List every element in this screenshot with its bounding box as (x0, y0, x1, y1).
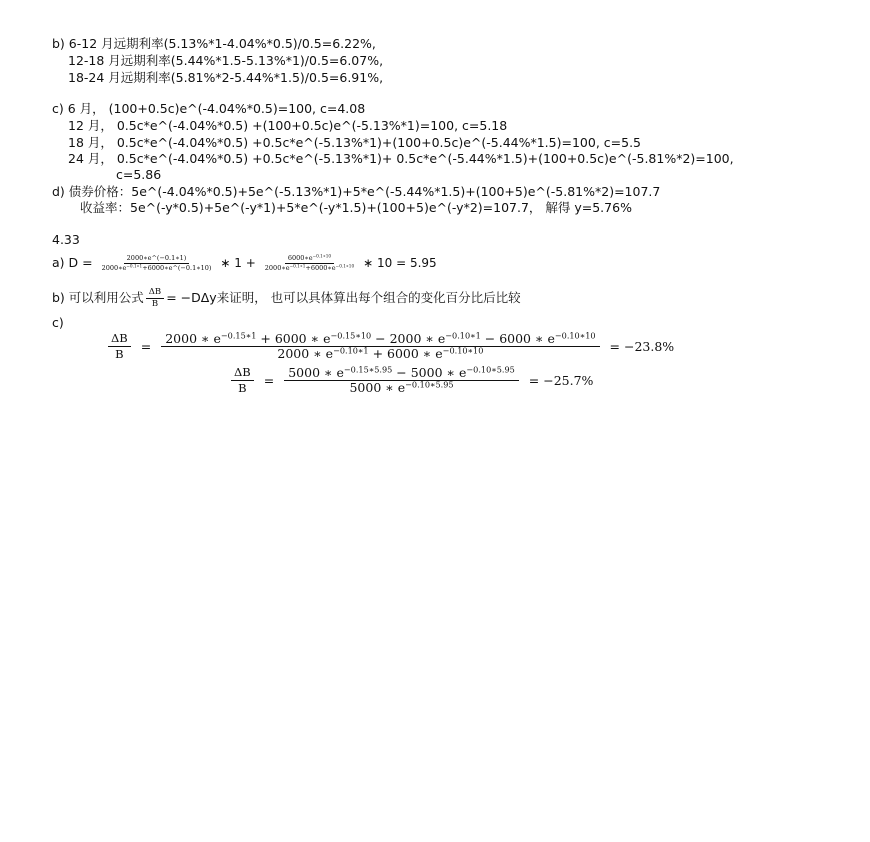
b-forward-rate-12-18: 12-18 月远期利率(5.44%*1.5-5.13%*1)/0.5=6.07%, (68, 53, 384, 68)
eq1-main-fraction: 2000 ∗ $e^{-0.15∗1} + 6000$ ∗ $e^{-0.15∗10} - 2000$ ∗ $e^{-0.10∗1} - 6000$ ∗ $e^{-0.10∗10}$ 2000 ∗ $e^{-0.10∗1} + 6000$ ∗ $e^{-0.10∗10}$ (161, 332, 599, 361)
part-c-equation-2: $\frac{\Delta B}{B}$ = $\frac{5000 ∗ e^{-0.15∗5.95} - 5000 ∗ e^{-0.10∗5.95}}{5000 ∗ e^{-0.10∗5.95}}$ = −25.7% (229, 362, 597, 399)
duration-result: ∗ 10 = 5.95 (363, 256, 437, 270)
c-coupon-12m: 12 月， 0.5c*e^(-4.04%*0.5) +(100+0.5c)e^(-5.13%*1)=100, c=5.18 (68, 118, 508, 133)
eq1-result: = −23.8% (609, 338, 675, 354)
c-coupon-18m: 18 月， 0.5c*e^(-4.04%*0.5) +0.5c*e^(-5.13%*1)+(100+0.5c)e^(-5.44%*1.5)=100, c=5.5 (68, 135, 641, 150)
duration-fraction-2: $\frac{6000∗e^{-0.1∗10}}{2000∗e^{-0.1∗1}+6000∗e^{-0.1∗10}}$ (264, 253, 355, 272)
part-b-statement (52, 286, 521, 310)
duration-fraction-1: $\frac{2000∗e\^{}(-0.1∗1)}{2000∗e^{-0.1∗1}+6000∗e\^{}(-0.1∗10)}$ (101, 253, 212, 272)
eq2-main-fraction: $\frac{5000 ∗ e^{-0.15∗5.95} - 5000 ∗ e^{-0.10∗5.95}}{5000 ∗ e^{-0.10∗5.95}}$ (284, 366, 519, 395)
part-c-label: c) (52, 315, 64, 330)
section-heading-4-33: 4.33 (52, 232, 80, 247)
eq2-lhs-fraction: $\frac{\Delta B}{B}$ (231, 366, 254, 394)
c-coupon-24m: 24 月， 0.5c*e^(-4.04%*0.5) +0.5c*e^(-5.13%*1)+ 0.5c*e^(-5.44%*1.5)+(100+0.5c)e^(-5.81%*2)=100, (68, 151, 734, 166)
duration-label: a) D = (52, 255, 93, 270)
part-c-equation-1: $\frac{\Delta B}{B}$ = 2000 ∗ $e^{-0.15∗1} + 6000$ ∗ $e^{-0.15∗10} - 2000$ ∗ $e^{-0.10∗1} - 6000$ ∗ $e^{-0.10∗10}$ 2000 ∗ $e^{-0.10∗1} + 6000$ ∗ $e^{-0.10∗10}$ = −23.8% (106, 328, 678, 365)
c-coupon-24m-result: c=5.86 (116, 167, 162, 182)
part-b-suffix: 来证明， 也可以具体算出每个组合的变化百分比后比较 (216, 290, 521, 305)
b-forward-rate-18-24: 18-24 月远期利率(5.81%*2-5.44%*1.5)/0.5=6.91%, (68, 70, 384, 85)
b-forward-rate-6-12: b) 6-12 月远期利率(5.13%*1-4.04%*0.5)/0.5=6.22%, (52, 36, 376, 51)
duration-mult-1: ∗ 1 + (220, 256, 256, 270)
part-b-delta-fraction: $\frac{\Delta B}{B}$ (146, 288, 164, 310)
eq2-result: = −25.7% (528, 372, 594, 388)
c-coupon-6m: c) 6 月， (100+0.5c)e^(-4.04%*0.5)=100, c=4.08 (52, 101, 366, 116)
d-bond-price: d) 债券价格：5e^(-4.04%*0.5)+5e^(-5.13%*1)+5*e^(-5.44%*1.5)+(100+5)e^(-5.81%*2)=107.7 (52, 184, 661, 199)
duration-formula (52, 252, 437, 274)
part-b-prefix: b) 可以利用公式 (52, 290, 144, 305)
eq1-lhs-fraction: $\frac{\Delta B}{B}$ (108, 332, 131, 360)
part-b-formula-rhs: = −DΔy (166, 290, 217, 305)
d-yield: 收益率：5e^(-y*0.5)+5e^(-y*1)+5*e^(-y*1.5)+(100+5)e^(-y*2)=107.7， 解得 y=5.76% (80, 200, 632, 215)
